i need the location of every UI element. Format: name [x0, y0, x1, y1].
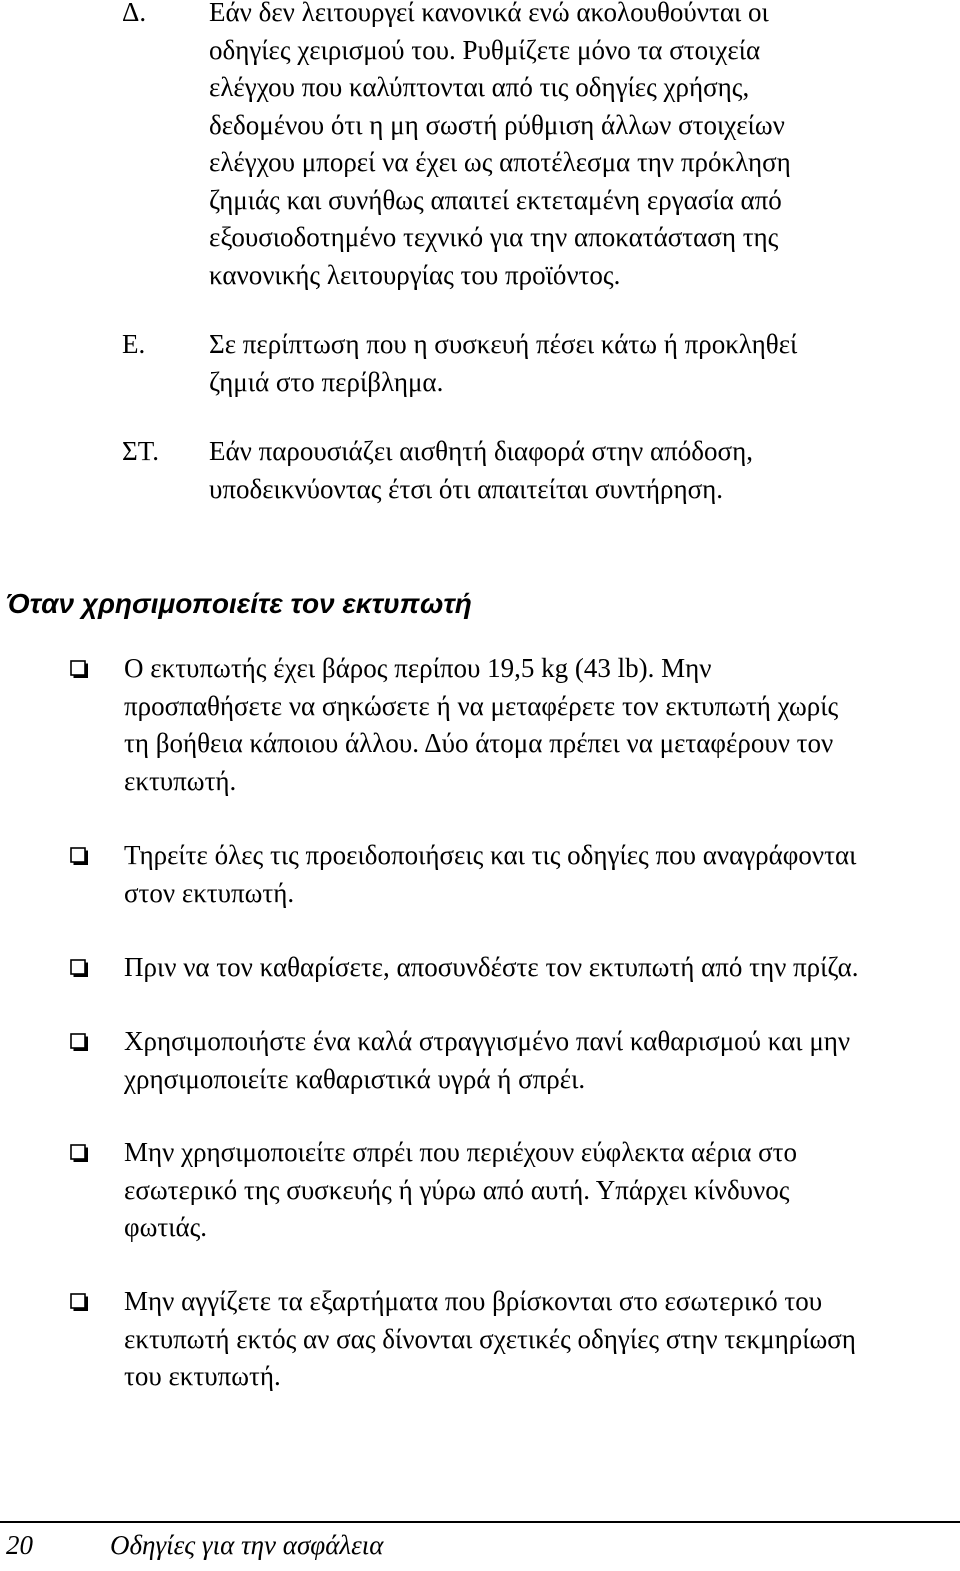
item-marker: Ε.: [122, 329, 146, 359]
bullet-text: Ο εκτυπωτής έχει βάρος περίπου 19,5 kg (43 lb). Μην προσπαθήσετε να σηκώσετε ή να μεταφέρετε τον εκτυπωτή χωρίς τη βοήθεια κάποιου άλλου. Δύο άτομα πρέπει να μεταφέρουν τον εκτυπωτή.: [124, 653, 839, 796]
footer-divider: [0, 1521, 960, 1523]
checkbox-icon: [70, 847, 89, 866]
checkbox-icon: [70, 959, 89, 978]
bullet-text: Τηρείτε όλες τις προειδοποιήσεις και τις οδηγίες που αναγράφονται στον εκτυπωτή.: [124, 840, 857, 908]
item-text: Σε περίπτωση που η συσκευή πέσει κάτω ή προκληθεί ζημιά στο περίβλημα.: [209, 329, 798, 397]
page-number: 20: [6, 1530, 33, 1560]
bullet-text: Πριν να τον καθαρίσετε, αποσυνδέστε τον εκτυπωτή από την πρίζα.: [124, 952, 859, 982]
bullet-text: Χρησιμοποιήστε ένα καλά στραγγισμένο πανί καθαρισμού και μην χρησιμοποιείτε καθαριστικά υγρά ή σπρέι.: [124, 1026, 851, 1094]
checkbox-icon: [70, 1144, 89, 1163]
bullet-text: Μην χρησιμοποιείτε σπρέι που περιέχουν εύφλεκτα αέρια στο εσωτερικό της συσκευής ή γύρω από αυτή. Υπάρχει κίνδυνος φωτιάς.: [124, 1137, 798, 1242]
bullet-text: Μην αγγίζετε τα εξαρτήματα που βρίσκονται στο εσωτερικό του εκτυπωτή εκτός αν σας δίνονται σχετικές οδηγίες στην τεκμηρίωση του εκτυπωτή.: [124, 1286, 856, 1391]
item-marker: Δ.: [122, 0, 147, 27]
checkbox-icon: [70, 660, 89, 679]
item-text: Εάν δεν λειτουργεί κανονικά ενώ ακολουθούνται οι οδηγίες χειρισμού του. Ρυθμίζετε μόνο τα στοιχεία ελέγχου που καλύπτονται από τις οδηγίες χρήσης, δεδομένου ότι η μη σωστή ρύθμιση άλλων στοιχείων ελέγχου μπορεί να έχει ως αποτέλεσμα την πρόκληση ζημιάς και συνήθως απαιτεί εκτεταμένη εργασία από εξουσιοδοτημένο τεχνικό για την αποκατάσταση της κανονικής λειτουργίας του προϊόντος.: [209, 0, 791, 290]
footer-title: Οδηγίες για την ασφάλεια: [110, 1530, 384, 1560]
checkbox-icon: [70, 1293, 89, 1312]
item-text: Εάν παρουσιάζει αισθητή διαφορά στην απόδοση, υποδεικνύοντας έτσι ότι απαιτείται συντήρηση.: [209, 436, 753, 504]
checkbox-icon: [70, 1033, 89, 1052]
section-heading: Όταν χρησιμοποιείτε τον εκτυπωτή: [6, 588, 472, 619]
item-marker: ΣΤ.: [122, 436, 159, 466]
